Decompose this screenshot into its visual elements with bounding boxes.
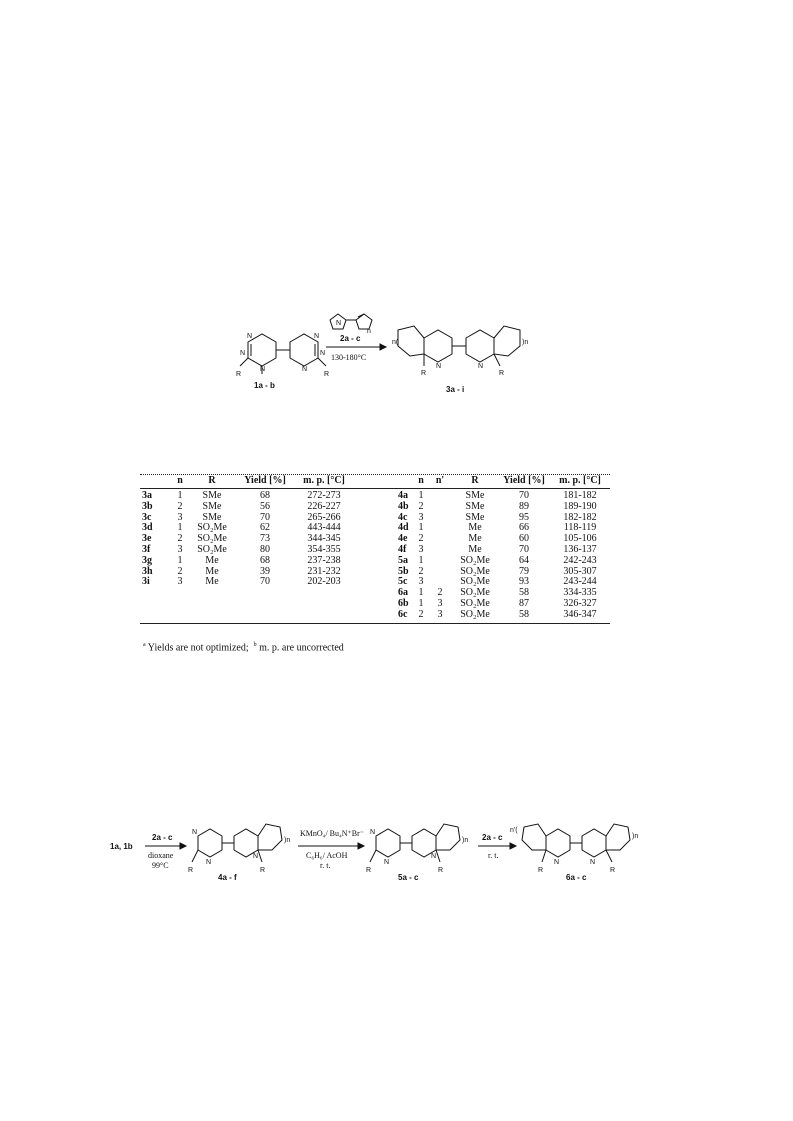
cell-n-prime: 3: [437, 597, 443, 609]
table-header-rule: [140, 488, 610, 489]
compound-id: 5b: [398, 565, 409, 577]
atom-r: R: [324, 371, 330, 378]
compound-id: 4f: [398, 543, 407, 555]
scheme-2: [108, 818, 678, 890]
atom-r: R: [438, 867, 444, 874]
cell-mp: 231-232: [307, 565, 341, 577]
atom-n: N: [336, 320, 342, 327]
atom-n-index: n'(: [510, 827, 518, 834]
compound-id: 3b: [142, 500, 153, 512]
cell-yield: 60: [519, 533, 529, 545]
cell-mp: 226-227: [307, 500, 341, 512]
start-label: 1a, 1b: [110, 842, 133, 851]
table-row: [140, 610, 610, 621]
cell-yield: 62: [260, 522, 270, 534]
table-header: [140, 475, 610, 487]
compound-id: 5a: [398, 554, 408, 566]
cell-r: Me: [205, 565, 219, 577]
cell-yield: 87: [519, 597, 529, 609]
cell-mp: 346-347: [563, 608, 597, 620]
atom-n: N: [314, 333, 320, 340]
atom-n: N: [478, 363, 484, 370]
cell-n: 3: [418, 511, 424, 523]
product-6-label: 6a - c: [566, 873, 587, 882]
scheme-1: [228, 308, 558, 420]
cell-n: 2: [418, 533, 424, 545]
atom-n: N: [590, 859, 596, 866]
cell-mp: 189-190: [563, 500, 597, 512]
cell-n: 1: [418, 522, 424, 534]
cell-n-prime: 3: [437, 608, 443, 620]
atom-n-index: )n: [522, 339, 529, 346]
atom-r: R: [499, 370, 505, 377]
cell-r: SMe: [465, 490, 485, 501]
cell-yield: 70: [519, 490, 529, 501]
cell-yield: 89: [519, 500, 529, 512]
cell-r: Me: [468, 543, 482, 555]
cell-r: SO₂Me: [460, 576, 490, 588]
atom-n: N: [247, 333, 253, 340]
col-mp: m. p. [°C]: [559, 475, 601, 486]
atom-n-index: )n: [632, 833, 639, 840]
step3-reagent: 2a - c: [482, 833, 503, 842]
atom-n: N: [384, 859, 390, 866]
cell-mp: 344-345: [307, 533, 341, 545]
cell-mp: 305-307: [563, 565, 597, 577]
cell-mp: 118-119: [563, 522, 597, 534]
cell-yield: 66: [519, 522, 529, 534]
col-mp: m. p. [°C]: [303, 475, 345, 486]
cell-n: 2: [418, 565, 424, 577]
cell-mp: 265-266: [307, 511, 341, 523]
step3-temp: r. t.: [488, 851, 499, 860]
cell-n: 2: [418, 608, 424, 620]
compound-id: 6c: [398, 608, 408, 620]
cell-r: Me: [468, 533, 482, 545]
cell-r: SO₂Me: [460, 587, 490, 599]
col-yield: Yield [%]: [503, 475, 545, 486]
step2-reagent: KMnO₄/ Bu₄N⁺Br⁻: [300, 829, 365, 838]
cell-n: 3: [418, 543, 424, 555]
col-n: n: [418, 475, 424, 486]
cell-mp: 202-203: [307, 576, 341, 588]
cell-r: Me: [468, 522, 482, 534]
cell-r: SO₂Me: [197, 533, 227, 545]
table-bottom-rule: [140, 623, 610, 624]
cell-mp: 136-137: [563, 543, 597, 555]
compound-id: 5c: [398, 576, 408, 588]
cell-r: SO₂Me: [460, 597, 490, 609]
cell-yield: 95: [519, 511, 529, 523]
cell-r: Me: [205, 576, 219, 588]
start-label: 1a - b: [254, 381, 275, 390]
intermediate-4-label: 4a - f: [218, 873, 237, 882]
step1-solvent: dioxane: [148, 851, 174, 860]
compound-id: 3f: [142, 543, 151, 555]
atom-n: N: [431, 853, 437, 860]
col-n: n: [177, 475, 183, 486]
cell-r: SMe: [202, 511, 222, 523]
cell-mp: 181-182: [563, 490, 597, 501]
atom-n: N: [436, 363, 442, 370]
atom-n: N: [320, 350, 326, 357]
cell-yield: 64: [519, 554, 529, 566]
cell-yield: 68: [260, 490, 270, 501]
cell-n: 1: [418, 597, 424, 609]
cell-mp: 443-444: [307, 522, 341, 534]
cell-mp: 272-273: [307, 490, 341, 501]
cell-yield: 79: [519, 565, 529, 577]
cell-n: 1: [177, 490, 183, 501]
cell-mp: 334-335: [563, 587, 597, 599]
atom-r: R: [366, 867, 372, 874]
cell-r: SMe: [465, 511, 485, 523]
compound-id: 4c: [398, 511, 408, 523]
compound-id: 4d: [398, 522, 409, 534]
atom-n: N: [554, 859, 560, 866]
cell-n: 2: [177, 500, 183, 512]
cell-r: SO₂Me: [197, 522, 227, 534]
atom-n-index: n: [367, 328, 371, 335]
compound-id: 4a: [398, 490, 408, 501]
table-row: [140, 588, 610, 599]
atom-n: N: [206, 859, 212, 866]
cell-yield: 70: [519, 543, 529, 555]
compound-id: 3e: [142, 533, 152, 545]
cell-n: 1: [418, 490, 424, 501]
atom-r: R: [260, 867, 266, 874]
atom-n: N: [240, 350, 246, 357]
cell-mp: 326-327: [563, 597, 597, 609]
atom-r: R: [538, 867, 544, 874]
compound-id: 4e: [398, 533, 408, 545]
cell-n-prime: 2: [437, 587, 443, 599]
cell-n: 1: [177, 554, 183, 566]
col-r: R: [471, 475, 479, 486]
atom-n: N: [253, 853, 259, 860]
cell-yield: 58: [519, 587, 529, 599]
cell-r: SMe: [465, 500, 485, 512]
atom-n-index: )n: [462, 837, 469, 844]
cell-r: SMe: [202, 490, 222, 501]
cell-n: 3: [418, 576, 424, 588]
cell-n: 2: [418, 500, 424, 512]
cell-yield: 58: [519, 608, 529, 620]
cell-r: SMe: [202, 500, 222, 512]
cell-n: 1: [418, 587, 424, 599]
atom-n-index: )n: [284, 837, 291, 844]
reagent-label: 2a - c: [340, 334, 361, 343]
atom-n: N: [192, 829, 198, 836]
intermediate-5-label: 5a - c: [398, 873, 419, 882]
step2-temp: r. t.: [320, 861, 331, 870]
product-label: 3a - i: [446, 385, 465, 394]
cell-r: SO₂Me: [460, 565, 490, 577]
atom-r: R: [610, 867, 616, 874]
step1-temp: 99°C: [152, 861, 169, 870]
step2-solvent: C₆H₆/ AcOH: [306, 851, 348, 860]
compound-id: 3a: [142, 490, 152, 501]
scheme-1-drawing: [228, 308, 558, 420]
atom-r: R: [421, 370, 427, 377]
cell-mp: 354-355: [307, 543, 341, 555]
cell-yield: 70: [260, 576, 270, 588]
conditions-label: 130-180°C: [331, 353, 367, 362]
compound-id: 3d: [142, 522, 153, 534]
cell-yield: 80: [260, 543, 270, 555]
cell-mp: 237-238: [307, 554, 341, 566]
atom-r: R: [236, 371, 242, 378]
cell-mp: 182-182: [563, 511, 597, 523]
atom-r: R: [188, 867, 194, 874]
cell-n: 3: [177, 576, 183, 588]
cell-n: 2: [177, 565, 183, 577]
cell-mp: 105-106: [563, 533, 597, 545]
compound-id: 6a: [398, 587, 408, 599]
cell-r: SO₂Me: [460, 608, 490, 620]
cell-n: 1: [177, 522, 183, 534]
step1-reagent: 2a - c: [152, 833, 173, 842]
compound-id: 3c: [142, 511, 152, 523]
cell-yield: 68: [260, 554, 270, 566]
col-r: R: [208, 475, 216, 486]
results-table: [140, 474, 610, 624]
col-n-prime: n': [435, 475, 445, 486]
table-footnote: $^a$ Yields are not optimized; $^b$ m. p. are uncorrected: [143, 642, 344, 654]
cell-r: Me: [205, 554, 219, 566]
col-yield: Yield [%]: [244, 475, 286, 486]
scheme-2-drawing: [108, 818, 678, 890]
cell-yield: 70: [260, 511, 270, 523]
table-row: [140, 577, 610, 588]
cell-n: 3: [177, 511, 183, 523]
table-row: [140, 599, 610, 610]
atom-n-index: n(: [392, 339, 399, 346]
cell-yield: 56: [260, 500, 270, 512]
cell-mp: 243-244: [563, 576, 597, 588]
compound-id: 3g: [142, 554, 152, 566]
cell-n: 2: [177, 533, 183, 545]
cell-yield: 73: [260, 533, 270, 545]
cell-r: SO₂Me: [197, 543, 227, 555]
cell-n: 1: [418, 554, 424, 566]
atom-n: N: [260, 366, 266, 373]
compound-id: 6b: [398, 597, 409, 609]
cell-mp: 242-243: [563, 554, 597, 566]
atom-n: N: [370, 829, 376, 836]
cell-r: SO₂Me: [460, 554, 490, 566]
cell-n: 3: [177, 543, 183, 555]
table-body: [140, 491, 610, 621]
cell-yield: 93: [519, 576, 529, 588]
compound-id: 3i: [142, 576, 150, 588]
compound-id: 4b: [398, 500, 409, 512]
atom-n: N: [302, 366, 308, 373]
compound-id: 3h: [142, 565, 153, 577]
cell-yield: 39: [260, 565, 270, 577]
